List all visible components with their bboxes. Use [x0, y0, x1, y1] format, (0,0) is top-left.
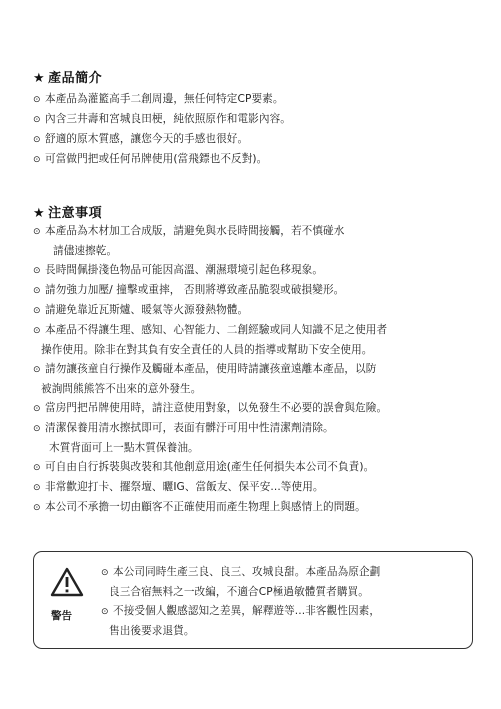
warning-list [101, 563, 380, 641]
item-text: 本產品不得讓生理、感知、心智能力、二創經驗或同人知識不足之使用者 [45, 324, 388, 336]
list-item [33, 399, 481, 419]
list-item [101, 602, 380, 641]
intro-list [33, 90, 481, 170]
bullet-icon: ⊙ [33, 135, 41, 145]
bullet-icon: ⊙ [101, 568, 109, 578]
item-text: 本公司不承擔一切由顧客不正確使用而產生物理上與感情上的問題。 [45, 501, 366, 513]
bullet-icon: ⊙ [33, 266, 41, 276]
bullet-icon: ⊙ [33, 463, 41, 473]
item-text: 可當做門把或任何吊牌使用(當飛鏢也不反對)。 [45, 153, 268, 165]
item-text: 當房門把吊牌使用時，請注意使用對象，以免發生不必要的誤會與危險。 [45, 402, 388, 414]
notice-title-text: 注意事項 [48, 206, 103, 221]
bullet-icon: ⊙ [33, 424, 41, 434]
bullet-icon: ⊙ [33, 404, 41, 414]
item-text: 清潔保養用清水擦拭即可，表面有髒汙可用中性清潔劑清除。 [45, 422, 334, 434]
item-text: 舒適的原木質感，讓您今天的手感也很好。 [45, 133, 249, 145]
list-item [33, 281, 481, 301]
list-item [33, 321, 481, 360]
bullet-icon: ⊙ [33, 326, 41, 336]
list-item [33, 130, 481, 150]
intro-title-text: 產品簡介 [48, 71, 103, 86]
item-text: 請勿強力加壓/ 撞擊或重摔， 否則將導致產品脆裂或破損變形。 [45, 284, 345, 296]
item-text-continued: 木質背面可上一點木質保養油。 [49, 442, 199, 454]
notice-list [33, 222, 481, 518]
list-item [33, 90, 481, 110]
bullet-icon: ⊙ [33, 365, 41, 375]
bullet-icon: ⊙ [33, 227, 41, 237]
warning-box [33, 551, 473, 649]
item-text: 本產品為灌籃高手二創周邊，無任何特定CP要素。 [45, 93, 284, 105]
item-text-continued: 被詢問熊熊答不出來的意外發生。 [41, 383, 202, 395]
list-item [33, 261, 481, 281]
bullet-icon: ⊙ [33, 286, 41, 296]
list-item [33, 301, 481, 321]
item-text-continued: 操作使用。除非在對其負有安全責任的人員的指導或幫助下安全使用。 [41, 344, 373, 356]
star-icon: ★ [33, 71, 46, 86]
list-item [33, 498, 481, 518]
list-item [33, 222, 481, 261]
item-text: 本產品為木材加工合成版，請避免與水長時間接觸，若不慎碰水 [45, 225, 345, 237]
item-text: 非常歡迎打卡、擺祭壇、曬IG、當飯友、保平安...等使用。 [45, 481, 324, 493]
bullet-icon: ⊙ [33, 155, 41, 165]
list-item [33, 360, 481, 399]
bullet-icon: ⊙ [33, 503, 41, 513]
notice-section-title [33, 202, 102, 221]
item-text: 內含三井壽和宮城良田梗，純依照原作和電影內容。 [45, 113, 291, 125]
warning-triangle-icon [50, 567, 84, 597]
list-item [33, 419, 481, 458]
item-text: 長時間佩掛淺色物品可能因高溫、潮濕環境引起色移現象。 [45, 264, 324, 276]
bullet-icon: ⊙ [33, 115, 41, 125]
list-item [33, 458, 481, 478]
bullet-icon: ⊙ [33, 483, 41, 493]
item-text: 不接受個人觀感認知之差異，解釋遊等...非客觀性因素， [113, 605, 381, 617]
bullet-icon: ⊙ [33, 95, 41, 105]
bullet-icon: ⊙ [101, 607, 109, 617]
star-icon: ★ [33, 206, 46, 221]
item-text: 請避免靠近瓦斯爐、暖氣等火源發熱物體。 [45, 304, 249, 316]
item-text-continued: 售出後要求退貨。 [109, 625, 195, 637]
item-text: 可自由自行拆裝與改裝和其他創意用途(產生任何損失本公司不負責)。 [45, 461, 375, 473]
item-text-continued: 良三合宿無料之一改編，不適合CP極過敏體質者購買。 [109, 586, 369, 598]
list-item [33, 478, 481, 498]
bullet-icon: ⊙ [33, 306, 41, 316]
item-text-continued: 請儘速擦乾。 [53, 245, 118, 257]
list-item [101, 563, 380, 602]
list-item [33, 150, 481, 170]
item-text: 請勿讓孩童自行操作及觸碰本產品，使用時請讓孩童遠離本產品，以防 [45, 363, 377, 375]
list-item [33, 110, 481, 130]
item-text: 本公司同時生產三良、良三、攻城良甜。本產品為原企劃 [113, 566, 381, 578]
warning-label: 警告 [51, 610, 72, 622]
intro-section-title [33, 67, 102, 86]
